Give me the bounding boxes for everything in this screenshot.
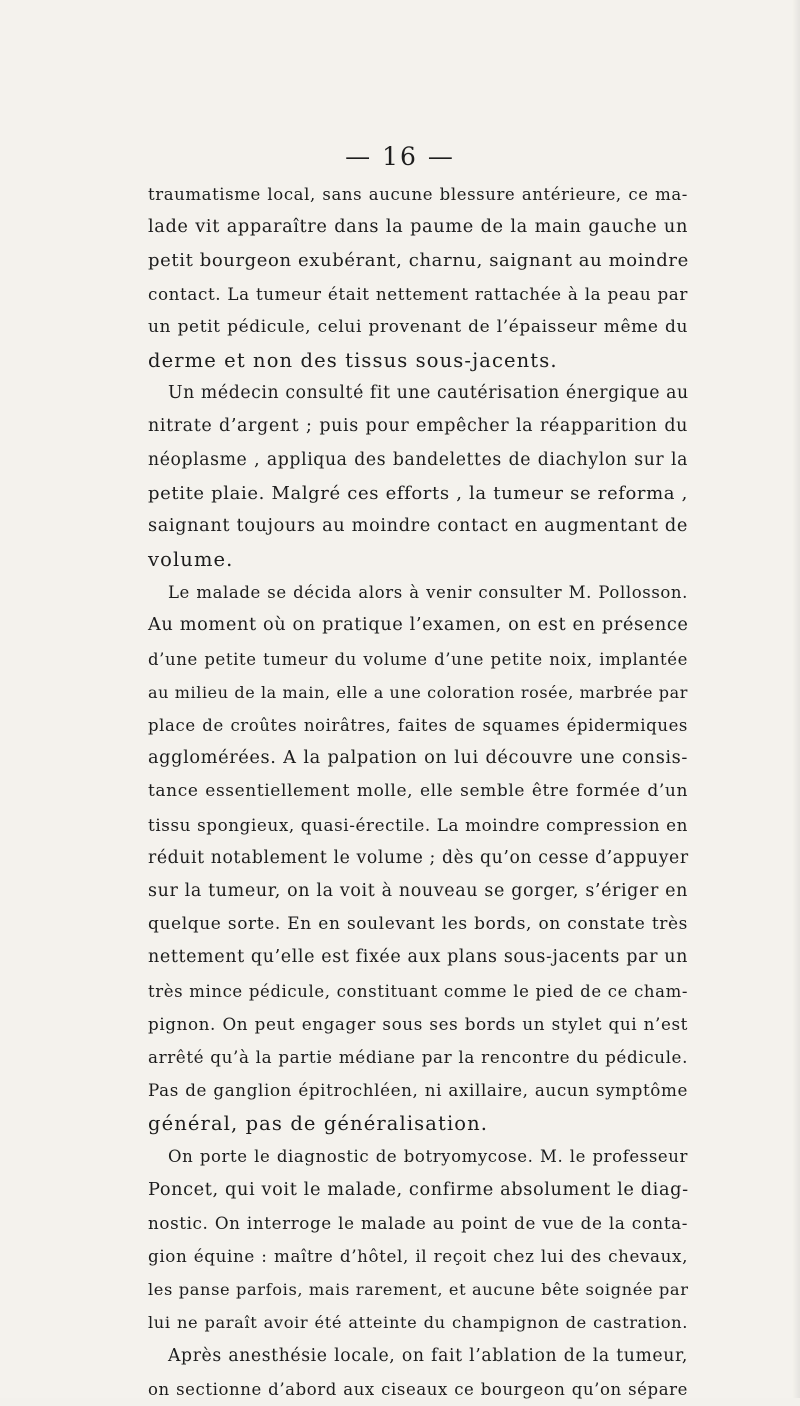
text-line: petit bourgeon exubérant, charnu, saignant au moindre	[148, 250, 689, 272]
text-line: néoplasme , appliqua des bandelettes de diachylon sur la	[148, 449, 688, 470]
text-line: un petit pédicule, celui provenant de l’épaisseur même du	[148, 316, 688, 337]
text-line: agglomérées. A la palpation on lui découvre une consis-	[148, 748, 688, 769]
text-line: nettement qu’elle est fixée aux plans sous-jacents par un	[148, 947, 688, 968]
text-line: On porte le diagnostic de botryomycose. M. le professeur	[168, 1147, 688, 1167]
text-line: tissu spongieux, quasi-érectile. La moindre compression en	[148, 814, 688, 835]
text-line: derme et non des tissus sous-jacents.	[148, 348, 558, 372]
text-line: général, pas de généralisation.	[148, 1112, 489, 1136]
text-line: traumatisme local, sans aucune blessure antérieure, ce ma-	[148, 185, 688, 204]
text-line: Après anesthésie locale, on fait l’ablation de la tumeur,	[168, 1345, 688, 1366]
text-line: lui ne paraît avoir été atteinte du champignon de castration.	[148, 1313, 688, 1333]
text-line: quelque sorte. En en soulevant les bords, on constate très	[148, 914, 688, 935]
text-line: Le malade se décida alors à venir consulter M. Pollosson.	[168, 583, 688, 603]
text-line: place de croûtes noirâtres, faites de squames épidermiques	[148, 716, 688, 735]
text-line: arrêté qu’à la partie médiane par la rencontre du pédicule.	[148, 1046, 688, 1067]
text-line: Au moment où on pratique l’examen, on est en présence	[148, 615, 689, 636]
text-line: sur la tumeur, on la voit à nouveau se gorger, s’ériger en	[148, 880, 688, 901]
text-line: pignon. On peut engager sous ses bords un stylet qui n’est	[148, 1013, 688, 1034]
text-line: contact. La tumeur était nettement rattachée à la peau par	[148, 283, 688, 304]
page-number: — 16 —	[345, 142, 455, 171]
text-line: volume.	[148, 548, 234, 572]
text-line: petite plaie. Malgré ces efforts , la tumeur se reforma ,	[148, 482, 688, 504]
text-line: lade vit apparaître dans la paume de la main gauche un	[148, 217, 688, 238]
text-line: gion équine : maître d’hôtel, il reçoit chez lui des chevaux,	[148, 1246, 688, 1266]
body-text	[148, 178, 688, 1406]
text-line: tance essentiellement molle, elle semble être formée d’un	[148, 781, 688, 802]
text-line: réduit notablement le volume ; dès qu’on cesse d’appuyer	[148, 847, 689, 868]
text-line: Un médecin consulté fit une cautérisation énergique au	[168, 383, 689, 404]
text-line: d’une petite tumeur du volume d’une petite noix, implantée	[148, 649, 688, 669]
text-line: très mince pédicule, constituant comme le pied de ce cham-	[148, 981, 688, 1001]
text-line: saignant toujours au moindre contact en augmentant de	[148, 515, 688, 536]
text-line: les panse parfois, mais rarement, et aucune bête soignée par	[148, 1280, 689, 1300]
text-line: au milieu de la main, elle a une coloration rosée, marbrée par	[148, 682, 688, 702]
text-line: nitrate d’argent ; puis pour empêcher la réapparition du	[148, 416, 688, 437]
page-edge	[792, 0, 800, 1398]
text-line: on sectionne d’abord aux ciseaux ce bourgeon qu’on sépare	[148, 1379, 688, 1399]
text-line: Pas de ganglion épitrochléen, ni axillaire, aucun symptôme	[148, 1080, 688, 1101]
text-line: nostic. On interroge le malade au point de vue de la conta-	[148, 1212, 688, 1233]
text-line: Poncet, qui voit le malade, confirme absolument le diag-	[148, 1179, 689, 1200]
